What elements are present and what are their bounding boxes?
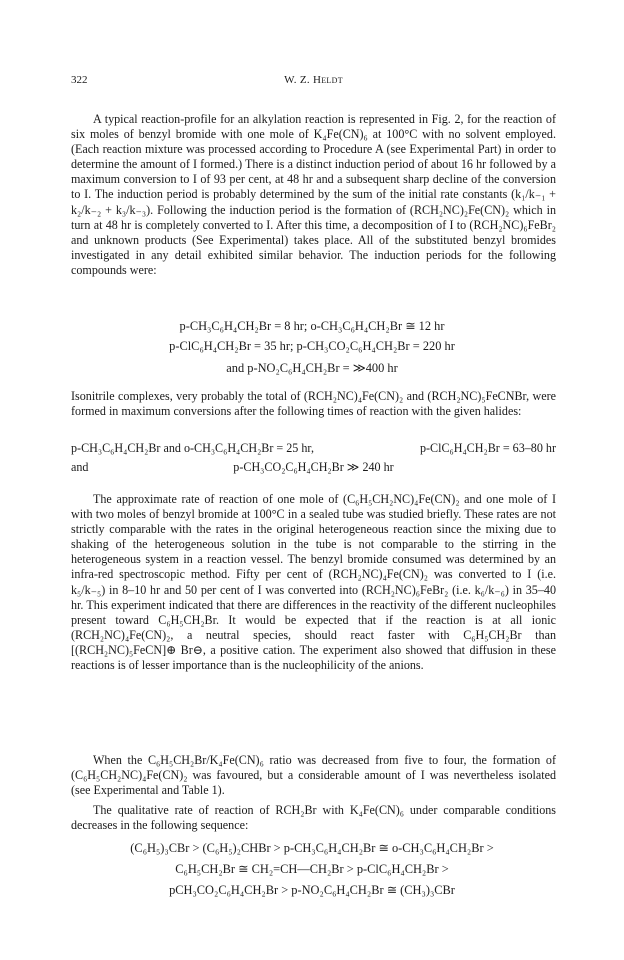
paragraph-ratio	[71, 753, 556, 798]
paragraph-rate-study	[71, 492, 556, 673]
halide-times-left: p-CH₃C₆H₄CH₂Br and o-CH₃C₆H₄CH₂Br = 25 hr,	[71, 441, 314, 455]
paragraph-text: A typical reaction-profile for an alkylation reaction is represented in Fig. 2, for the reaction of six moles of benzyl bromide with one mole of K₄Fe(CN)₆ at 100°C with no solvent employed. (Each reaction mixture was processed according to Procedure A (see Experimental Part) in order to determine the amount of I formed.) There is a distinct induction period of about 16 hr followed by a maximum conversion to I of 93 per cent, at 48 hr and a subsequent sharp decline of the conversion to I. The induction period is probably determined by the sum of the initial rate constants (k₁/k₋₁ + k₂/k₋₂ + k₃/k₋₃). Following the induction period is the formation of (RCH₂NC)₂Fe(CN)₂ which in turn at 48 hr is completely converted to I. After this time, a decomposition of I to (RCH₂NC)₆FeBr₂ and unknown products (See Experimental) takes place. All of the substituted benzyl bromides investigated in any detail exhibited similar behavior. The induction periods for the following compounds were:	[71, 112, 556, 277]
paragraph-qualitative-rate	[71, 803, 556, 833]
induction-period-line-3: and p-NO₂C₆H₄CH₂Br = ≫400 hr	[226, 361, 398, 375]
paragraph-text: When the C₆H₅CH₂Br/K₄Fe(CN)₆ ratio was decreased from five to four, the formation of (C₆H₅CH₂NC)₄Fe(CN)₂ was favoured, but a considerable amount of I was nevertheless isolated (see Experimental and Table 1).	[71, 753, 556, 798]
paragraph-reaction-profile	[71, 112, 556, 278]
halide-times-and: and	[71, 460, 89, 474]
running-head: W. Z. Heldt	[284, 74, 343, 86]
paragraph-isonitrile	[71, 389, 556, 419]
page-header	[71, 74, 556, 92]
paragraph-text: The approximate rate of reaction of one mole of (C₆H₅CH₂NC)₄Fe(CN)₂ and one mole of I with two moles of benzyl bromide at 100°C in a sealed tube was studied briefly. These rates are not strictly comparable with the rates in the original heterogeneous reaction since the mixing due to shaking of the heterogeneous solution in the tube is not comparable to the stirring in the heterogeneous system in a reaction vessel. The benzyl bromide consumed was determined by an infra-red spectroscopic method. Fifty per cent of (RCH₂NC)₄Fe(CN)₂ was converted to I (i.e. k₅/k₋₅) in 8–10 hr and 50 per cent of I was converted into (RCH₂NC)₆FeBr₂ (i.e. k₆/k₋₆) in 35–40 hr. This experiment indicated that there are differences in the reactivity of the different nucleophiles present toward C₆H₅CH₂Br. It would be expected that if the reaction is at all ionic (RCH₂NC)₄Fe(CN)₂, a neutral species, should react faster with C₆H₅CH₂Br than [(RCH₂NC)₅FeCN]⊕ Br⊖, a positive cation. The experiment also showed that diffusion in these reactions is of lesser importance than is the nucleophilicity of the anions.	[71, 492, 556, 673]
paragraph-text: The qualitative rate of reaction of RCH₂Br with K₄Fe(CN)₆ under comparable conditions decreases in the following sequence:	[71, 803, 556, 833]
paragraph-text: Isonitrile complexes, very probably the total of (RCH₂NC)₄Fe(CN)₂ and (RCH₂NC)₅FeCNBr, were formed in maximum conversions after the following times of reaction with the given halides:	[71, 389, 556, 419]
reactivity-sequence-line-3: pCH₃CO₂C₆H₄CH₂Br > p-NO₂C₆H₄CH₂Br ≅ (CH₃)₃CBr	[169, 883, 455, 897]
halide-times-center: p-CH₃CO₂C₆H₄CH₂Br ≫ 240 hr	[233, 460, 394, 474]
page-number: 322	[71, 74, 88, 86]
induction-period-line-1: p-CH₃C₆H₄CH₂Br = 8 hr; o-CH₃C₆H₄CH₂Br ≅ 12 hr	[179, 319, 445, 333]
reactivity-sequence-line-1: (C₆H₅)₃CBr > (C₆H₅)₂CHBr > p-CH₃C₆H₄CH₂Br ≅ o-CH₃C₆H₄CH₂Br >	[130, 841, 494, 855]
halide-times-right: p-ClC₆H₄CH₂Br = 63–80 hr	[419, 441, 556, 455]
reactivity-sequence-line-2: C₆H₅CH₂Br ≅ CH₂=CH—CH₂Br > p-ClC₆H₄CH₂Br >	[175, 862, 449, 876]
induction-period-line-2: p-ClC₆H₄CH₂Br = 35 hr; p-CH₃CO₂C₆H₄CH₂Br = 220 hr	[169, 339, 455, 353]
